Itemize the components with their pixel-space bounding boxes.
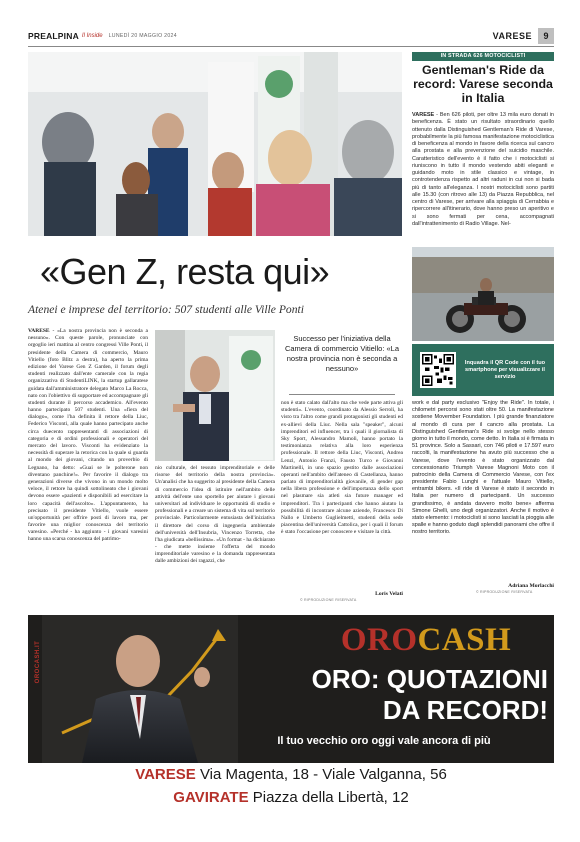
store-address-varese bbox=[28, 766, 554, 783]
sidebar-byline: Adriana Morlacchi bbox=[508, 583, 554, 589]
orocash-advertisement[interactable] bbox=[28, 615, 554, 763]
store-street-gavirate: Piazza della Libertà, 12 bbox=[248, 789, 409, 806]
newspaper-logo-sub: Il Inside bbox=[81, 33, 103, 39]
page-header bbox=[28, 28, 554, 44]
store-street-varese: Via Magenta, 18 - Viale Valganna, 56 bbox=[195, 766, 447, 783]
qr-code-icon[interactable] bbox=[420, 352, 456, 388]
article-column-3: non è stato calato dall'alto ma che vede parte attiva gli studenti». L'evento, coordinato da Alessio Serroli, ha visto tra l'altro come grandi protagonisti gli studenti ed ex-allievi della Liuc. Nella sala "speaker", alcuni imprenditori ed influencer, tra i quali il giornalista di Sky Sport, Alessandro Mamoli, hanno portato la testimonianza relativa alla loro esperienza professionale. Il rettore della Liuc, Visconti, Andrea Lenzi, Antonio Franzi, Fausto Turco e Giovanni Martinelli, in uno spazio gestito dalle associazioni operanti nell'ambito dell'ateneo di Castellanza, hanno parlato di imprenditorialità giovanile, di gender gap nella libera professione e dell'importanza dello sport nel plasmare sia atleti sia future manager ed imprenditori. Tra i partecipanti che hanno aiutato la possibilità di incontrare alcune aziende, Francesco Di Nallo e Umberto Guglielmetti, studenti della sede piacentina dell'università Cattolica, per i quali il forum è stato l'occasione per conoscere e visitare la città. bbox=[281, 400, 403, 536]
ad-headline-line-1: ORO: QUOTAZIONI bbox=[311, 664, 548, 694]
article-column-2: nio culturale, del tessuto imprenditoriale e delle risorse del territorio della nostra provincia». Un'analisi che ha suggerito al presidente della Camera di commercio l'idea di istituire nell'ambito delle attività dell'ente uno sportello per aiutare i giovani universitari ad individuare le opportunità di studio e professionali e a creare un sistema di vita sul territorio provinciale. Particolarmente entusiasta dell'iniziativa il direttore del corso di ingegneria ambientale dell'università dell'Insubria, Vincenzo Torretta, che l'ha giudicata «bellissima». «Un format - ha dichiarato - che mette insieme l'offerta del mondo imprenditoriale varesino e la domanda rappresentata dalle ambizioni dei ragazzi, che bbox=[155, 465, 275, 565]
sidebar-kicker: IN STRADA 626 MOTOCICLISTI bbox=[412, 52, 554, 61]
sidebar-column-continued: work e dal party esclusivo "Enjoy the Ride". In totale, i chilometri percorsi sono stati oltre 50. La manifestazione sostiene Movember Foundation. I più grande finanziatore al mondo di cura per il cancro alla prostata. La Distinguished Gentleman's Ride si svolge nello stesso giorno in tutto il mondo, come detto. In Italia si è firmata in 51 province. Solo a Sassari, con 746 piloti e 17.597 euro raccolti, la manifestazione ha avuto più successo che a Varese, dove l'evento è stato organizzato dal concessionario Triumph Varese Magnoni Moto con il patrocinio della Camera di Commercio Varese, con l'ex presidente Fabio Lunghi e l'attuale Mauro Vitiello, entrambi bikers. «Il ride di Varese è stato il secondo in Italia per numero di partecipanti. Un successo grandissimo, è andata davvero molto bene» afferma Simone Ghelli, uno degli organizzatori. Anche il motivo è stato elemento: i motociclisti si sono lasciati la pioggia alle spalle e hanno goduto dagli splendidi panorami che offre il nostro territorio. bbox=[412, 400, 554, 536]
qr-code-box[interactable] bbox=[412, 344, 554, 396]
header-divider bbox=[28, 46, 554, 47]
ad-url[interactable]: OROCASH.IT bbox=[35, 640, 41, 684]
page-number: 9 bbox=[538, 28, 554, 44]
motorcycle-photo bbox=[412, 247, 554, 341]
newspaper-logo: PREALPINA bbox=[28, 31, 79, 41]
event-photo bbox=[28, 52, 402, 236]
ad-brand-cash: CASH bbox=[417, 622, 512, 658]
sidebar-lead: VARESE bbox=[412, 112, 435, 118]
article-headline: «Gen Z, resta qui» bbox=[40, 251, 330, 292]
ad-headline-line-2: DA RECORD! bbox=[382, 695, 548, 725]
store-city-gavirate: GAVIRATE bbox=[173, 789, 249, 806]
ad-brand-logo bbox=[304, 622, 548, 659]
ad-subheadline: Il tuo vecchio oro oggi vale ancora di più bbox=[277, 735, 491, 747]
ad-brand-oro: ORO bbox=[340, 622, 418, 658]
pull-quote-divider bbox=[289, 394, 395, 395]
copyright-notice: © RIPRODUZIONE RISERVATA bbox=[300, 598, 357, 602]
store-address-gavirate bbox=[28, 789, 554, 806]
section-name: VARESE bbox=[492, 31, 532, 41]
sidebar-title: Gentleman's Ride da record: Varese seconda in Italia bbox=[413, 63, 553, 105]
article-lead: VARESE bbox=[28, 328, 50, 334]
article-column-1 bbox=[28, 328, 148, 544]
sidebar-copyright-notice: © RIPRODUZIONE RISERVATA bbox=[476, 590, 533, 594]
issue-date: LUNEDÌ 20 MAGGIO 2024 bbox=[108, 33, 177, 39]
article-byline: Loris Velati bbox=[375, 591, 403, 597]
article-column-1-text: - «La nostra provincia non è seconda a nessuno». Con queste parole, pronunciate con orgoglio ieri mattina al centro congressi Ville Ponti, il presidente della Camera di commercio, Mauro Vitiello (foto Blitz a destra), ha aperto la prima edizione del Varese Gen Z Garden, il forum degli studenti realizzato dall'ente camerale con la regia organizzativa di StudentiLINK, la startup gallaratese guidata dall'amministratore delegato Marco La Rocca, nato con l'obiettivo di supportare ed accompagnare gli studenti durante il percorso accademico. All'evento hanno partecipato 507 studenti. Una «fiera del dialogo», come l'ha definita il rettore della Liuc, Federico Visconti, alla quale hanno partecipato anche circa duecento rappresentanti di associazioni di categoria e di ordini professionali e operatori del mercato del lavoro. Visconti ha evidenziato la necessità di superare la retorica con la quale si guarda al mondo dei giovani, citando un proverbio di Legnano, ha detto: «Guai se le polterone non diventano panchine!». Per favorire il dialogo tra generazioni diverse che vivono in un mondo molto veloce, il rettore ha quindi sottolineato che i giovani devono essere «pazienti e disponibili ad esercitare la loro capacità dell'ascolto». L'appuntamento, ha precisato il presidente Vitiello, vuole essere un'opportunità per offrire posti di lavoro ma, per favorire una miglior conoscenza del territorio varesino. «Perché - ha aggiunto - i giovani varesini hanno una scarsa conoscenza del patrimo- bbox=[28, 328, 148, 543]
ad-side-strip bbox=[32, 615, 42, 763]
store-city-varese: VARESE bbox=[135, 766, 196, 783]
speaker-photo bbox=[155, 330, 275, 461]
ad-headline bbox=[222, 664, 548, 726]
pull-quote: Successo per l'iniziativa della Camera di commercio Vitiello: «La nostra provincia non è seconda a nessuno» bbox=[284, 334, 400, 374]
qr-caption: Inquadra il QR Code con il tuo smartphone per visualizzare il servizio bbox=[464, 359, 546, 380]
sidebar-text: - Ben 626 piloti, per oltre 13 mila euro donati in beneficenza. È stato un risultato straordinario quello ottenuto dalla Distinguished Gentleman's Ride di Varese, probabilmente la più famosa manifestazione motociclistica di beneficenza al mondo in favore della ricerca sul cancro alla prostata e alla prevenzione del suicidio maschile. Caratteristico dell'evento è il fatto che i motociclisti si riuniscono in tutto il mondo vestendo abiti eleganti e guidando moto in stile classico e vintage, in controtendenza rispetto ad altri raduni in cui non si bada più di tanto all'eleganza. I nostri motociclisti sono partiti alle 15.30 (con ritrovo alle 13) da Piazza Repubblica, nel centro di Varese, per arrivare alla spiaggia di Cerrabbia e ripercorrere all'itinerario, dove hanno preso un aperitivo e si sono fermati per cena, accompagnati dall'intrattenimento di Radio Village. Nel- bbox=[412, 112, 554, 227]
article-subheadline: Atenei e imprese del territorio: 507 studenti alle Ville Ponti bbox=[28, 303, 304, 316]
sidebar-body bbox=[412, 112, 554, 228]
ad-spokesman-image bbox=[42, 615, 238, 763]
